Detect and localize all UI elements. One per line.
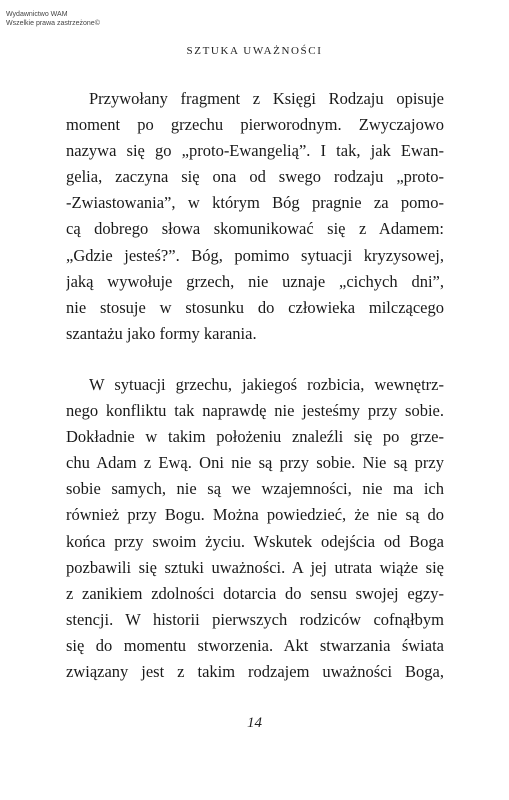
text-line: stencji. W historii pierwszych rodziców cofnąłbym xyxy=(66,609,444,629)
text-line: nie stosuje w stosunku do człowieka milczącego xyxy=(66,297,444,317)
text-line: -Zwiastowania”, w którym Bóg pragnie za pomo- xyxy=(66,193,444,213)
page-number: 14 xyxy=(247,715,262,731)
paragraph-2 xyxy=(66,372,444,685)
text-line: moment po grzechu pierworodnym. Zwyczajowo xyxy=(66,115,444,135)
text-line: nego konfliktu tak naprawdę nie jesteśmy przy sobie. xyxy=(66,401,444,421)
text-line: cą dobrego słowa skomunikować się z Adamem: xyxy=(66,219,444,239)
text-line: chu Adam z Ewą. Oni nie są przy sobie. Nie są przy xyxy=(66,453,444,473)
watermark-publisher: Wydawnictwo WAM xyxy=(6,11,68,18)
text-line: z zanikiem zdolności dotarcia do sensu swojej egzy- xyxy=(66,583,444,603)
text-line: pozbawili się sztuki uważności. A jej utrata wiąże się xyxy=(66,557,444,577)
text-line: się do momentu stworzenia. Akt stwarzania świata xyxy=(66,635,444,655)
paragraph-1 xyxy=(66,86,444,347)
running-head: SZTUKA UWAŻNOŚCI xyxy=(186,45,323,57)
text-line: Dokładnie w takim położeniu znaleźli się po grze- xyxy=(66,427,444,447)
text-line: końca przy swoim życiu. Wskutek odejścia od Boga xyxy=(66,531,444,551)
watermark-copyright: Wszelkie prawa zastrzeżone© xyxy=(6,20,100,27)
text-line: jaką wywołuje grzech, nie uznaje „cichych dni”, xyxy=(66,271,444,291)
text-line: gelia, zaczyna się ona od swego rodzaju „proto- xyxy=(66,167,444,187)
text-line: szantażu jako formy karania. xyxy=(66,323,257,343)
text-line: Przywołany fragment z Księgi Rodzaju opisuje xyxy=(89,89,444,108)
text-line: „Gdzie jesteś?”. Bóg, pomimo sytuacji kryzysowej, xyxy=(66,245,444,265)
text-line: związany jest z takim rodzajem uważności Boga, xyxy=(66,662,444,682)
text-line: nazywa się go „proto-Ewangelią”. I tak, jak Ewan- xyxy=(66,141,444,161)
text-line: W sytuacji grzechu, jakiegoś rozbicia, wewnętrz- xyxy=(89,375,444,394)
text-line: również przy Bogu. Można powiedzieć, że nie są do xyxy=(66,505,444,525)
publisher-watermark xyxy=(6,10,100,28)
text-line: sobie samych, nie są we wzajemności, nie ma ich xyxy=(66,479,444,499)
